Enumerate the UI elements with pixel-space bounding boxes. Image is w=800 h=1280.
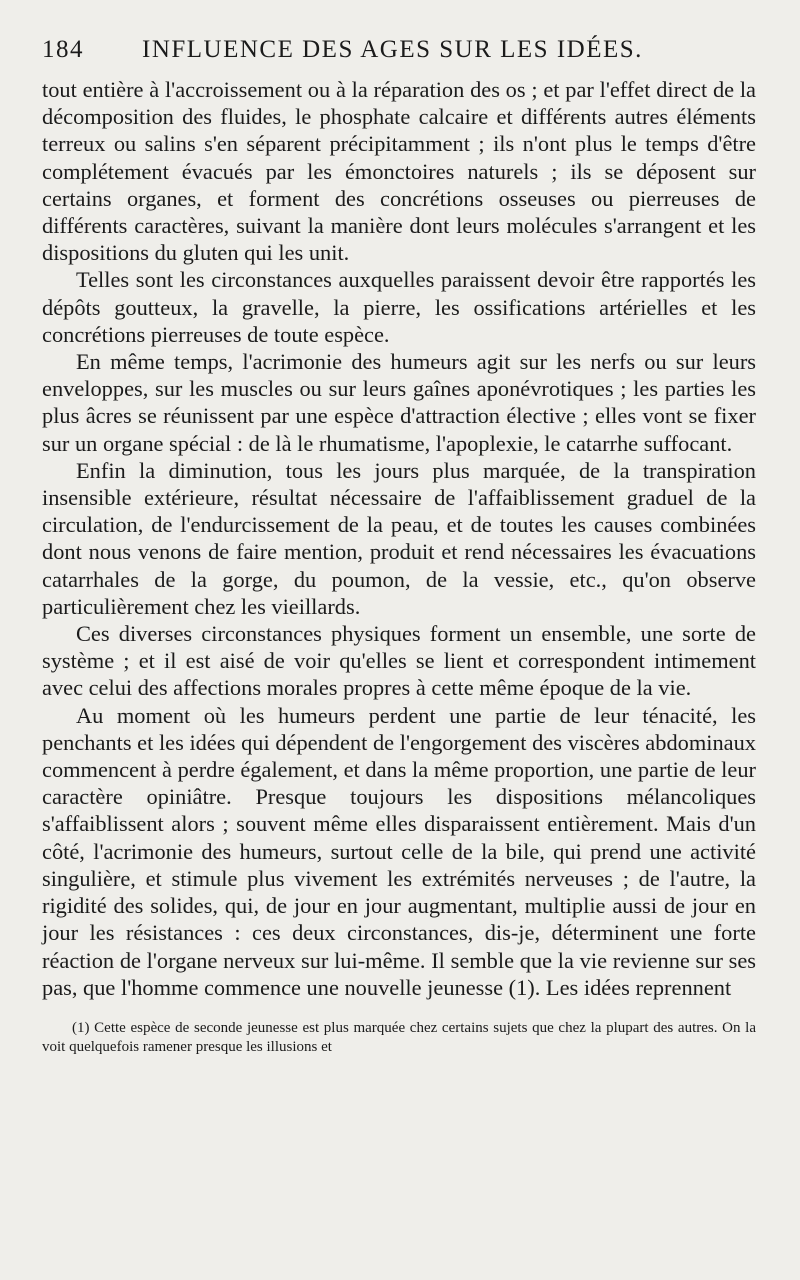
paragraph-5: Ces diverses circonstances physiques forment un ensemble, une sorte de système ; et il est aisé de voir qu'elles se lient et correspondent intimement avec celui des affections morales propres à cette même époque de la vie. bbox=[42, 621, 756, 701]
page-header bbox=[42, 36, 756, 76]
running-title: INFLUENCE DES AGES SUR LES IDÉES. bbox=[142, 36, 643, 63]
paragraph-3: En même temps, l'acrimonie des humeurs agit sur les nerfs ou sur leurs enveloppes, sur les muscles ou sur leurs gaînes aponévrotiques ; les parties les plus âcres se réunissent par une espèce d'attraction élective ; elles vont se fixer sur un organe spécial : de là le rhumatisme, l'apoplexie, le catarrhe suffocant. bbox=[42, 349, 756, 456]
footnote: (1) Cette espèce de seconde jeunesse est plus marquée chez certains sujets que chez la plupart des autres. On la voit quelquefois ramener presque les illusions et bbox=[42, 1019, 756, 1055]
paragraph-4: Enfin la diminution, tous les jours plus marquée, de la transpiration insensible extérieure, résultat nécessaire de l'affaiblissement graduel de la circulation, de l'endurcissement de la peau, et de toutes les causes combinées dont nous venons de faire mention, produit et rend nécessaires les évacuations catarrhales de la gorge, du poumon, de la vessie, etc., qu'on observe particulièrement chez les vieillards. bbox=[42, 457, 756, 619]
page-number: 184 bbox=[42, 36, 84, 63]
paragraph-2: Telles sont les circonstances auxquelles paraissent devoir être rapportés les dépôts goutteux, la gravelle, la pierre, les ossifications artérielles et les concrétions pierreuses de toute espèce. bbox=[42, 267, 756, 347]
paragraph-1: tout entière à l'accroissement ou à la réparation des os ; et par l'effet direct de la décomposition des fluides, le phosphate calcaire et différents autres éléments terreux ou salins s'en séparent précipitamment ; ils n'ont plus le temps d'être complétement évacués par les émonctoires naturels ; ils se déposent sur certains organes, et forment des concrétions osseuses ou pierreuses de différents caractères, suivant la manière dont leurs molécules s'arrangent et les dispositions du gluten qui les unit. bbox=[42, 77, 756, 266]
body-text bbox=[42, 76, 756, 1001]
paragraph-6: Au moment où les humeurs perdent une partie de leur ténacité, les penchants et les idées qui dépendent de l'engorgement des viscères abdominaux commencent à perdre également, et dans la même proportion, une partie de leur caractère opiniâtre. Presque toujours les dispositions mélancoliques s'affaiblissent alors ; souvent même elles disparaissent entièrement. Mais d'un côté, l'acrimonie des humeurs, surtout celle de la bile, qui prend une activité singulière, et stimule plus vivement les extrémités nerveuses ; de l'autre, la rigidité des solides, qui, de jour en jour augmentant, multiplie aussi de jour en jour les résistances : ces deux circonstances, dis-je, déterminent une forte réaction de l'organe nerveux sur lui-même. Il semble que la vie revienne sur ses pas, que l'homme commence une nouvelle jeunesse (1). Les idées reprennent bbox=[42, 702, 756, 1000]
